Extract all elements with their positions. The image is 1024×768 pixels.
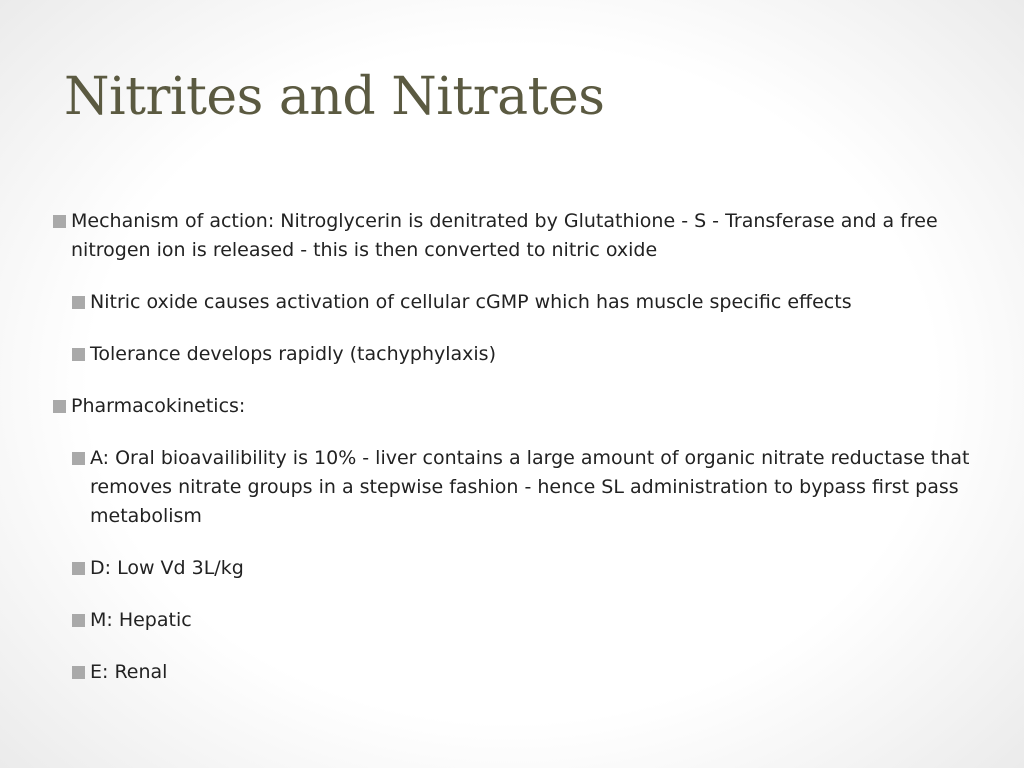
- sub-bullet-item: [71, 554, 982, 583]
- bullet-text: Tolerance develops rapidly (tachyphylaxis): [90, 343, 496, 365]
- square-bullet-icon: [72, 348, 85, 361]
- bullet-text: D: Low Vd 3L/kg: [90, 557, 244, 579]
- sub-bullet-item: [71, 340, 982, 369]
- sub-bullet-item: [71, 288, 982, 317]
- bullet-text: Pharmacokinetics:: [71, 395, 246, 417]
- bullet-text: M: Hepatic: [90, 609, 192, 631]
- bullet-list: [52, 207, 982, 710]
- square-bullet-icon: [72, 562, 85, 575]
- square-bullet-icon: [53, 215, 66, 228]
- square-bullet-icon: [72, 452, 85, 465]
- square-bullet-icon: [72, 666, 85, 679]
- slide-title: Nitrites and Nitrates: [64, 67, 605, 127]
- bullet-text: A: Oral bioavailibility is 10% - liver contains a large amount of organic nitrate reductase that removes nitrate groups in a stepwise fashion - hence SL administration to bypass first pass metabolism: [90, 447, 970, 527]
- bullet-text: Mechanism of action: Nitroglycerin is denitrated by Glutathione - S - Transferase and a free nitrogen ion is released - this is then converted to nitric oxide: [71, 210, 938, 261]
- square-bullet-icon: [72, 296, 85, 309]
- bullet-item: [52, 392, 982, 421]
- square-bullet-icon: [53, 400, 66, 413]
- bullet-text: E: Renal: [90, 661, 168, 683]
- square-bullet-icon: [72, 614, 85, 627]
- bullet-item: [52, 207, 982, 265]
- sub-bullet-item: [71, 606, 982, 635]
- sub-bullet-item: [71, 658, 982, 687]
- sub-bullet-item: [71, 444, 982, 531]
- bullet-text: Nitric oxide causes activation of cellular cGMP which has muscle specific effects: [90, 291, 852, 313]
